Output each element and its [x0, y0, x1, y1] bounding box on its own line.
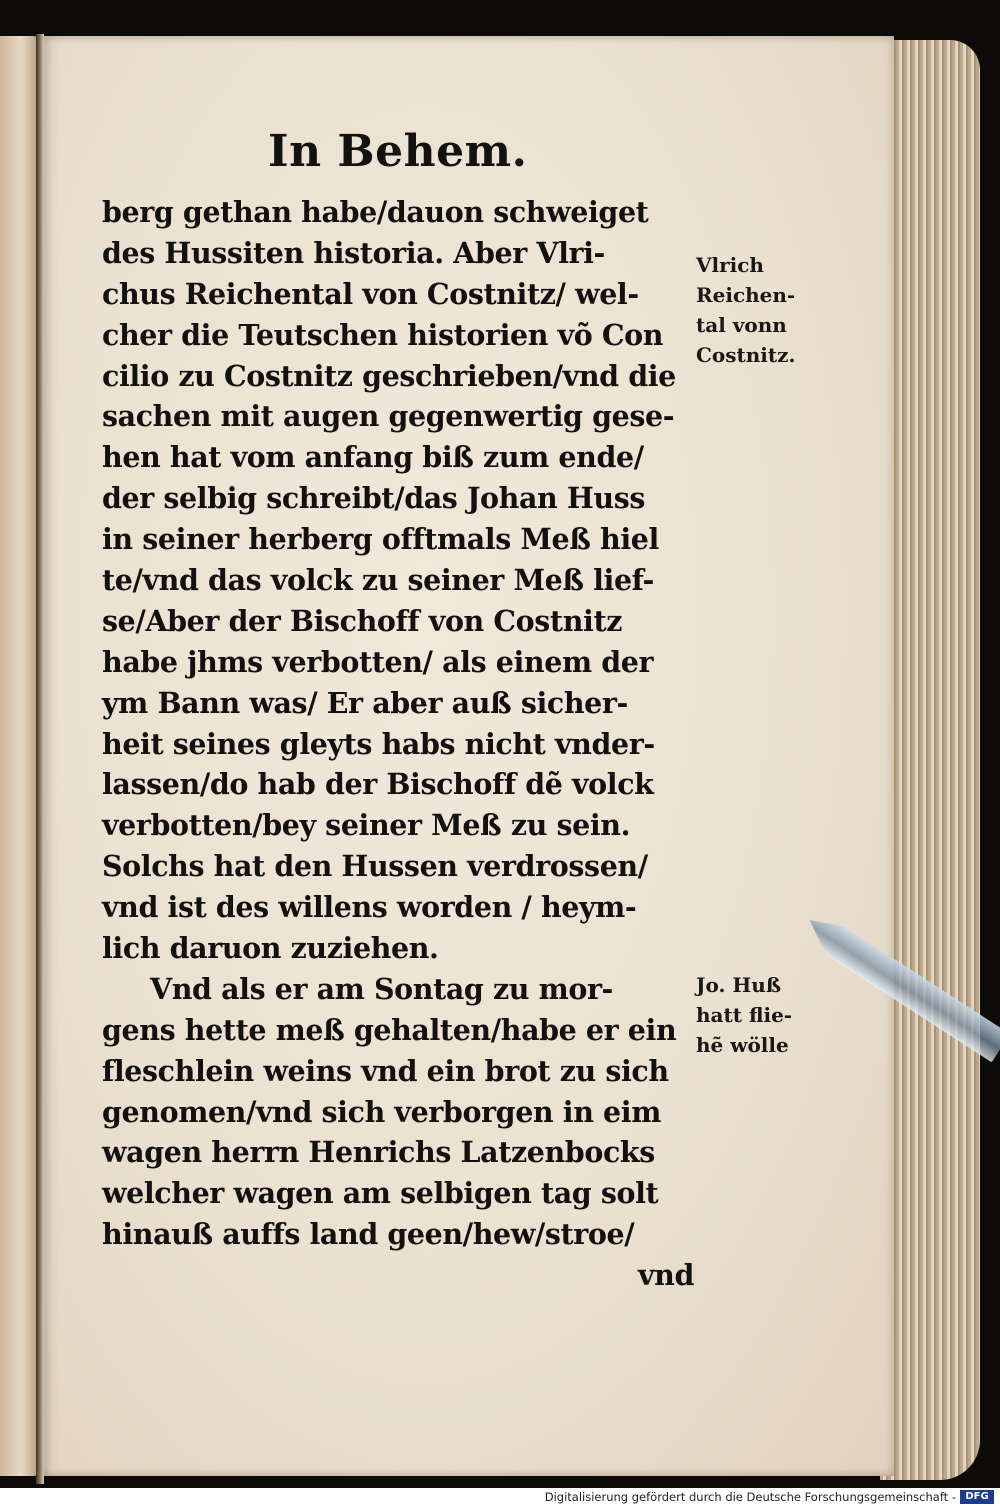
text-line: in seiner herberg offtmals Meß hiel	[102, 522, 659, 557]
text-line: lich daruon zuziehen.	[102, 931, 439, 966]
text-line: cher die Teutschen historien võ Con	[102, 317, 664, 352]
text-line: berg gethan habe/dauon schweiget	[102, 195, 649, 229]
text-line: vnd ist des willens worden / heym-	[102, 890, 637, 925]
facing-page-edge	[0, 36, 38, 1476]
text-line: sachen mit augen gegenwertig gese-	[102, 399, 675, 434]
dfg-logo: DFG	[960, 1490, 994, 1504]
text-line: welcher wagen am selbigen tag solt	[102, 1176, 659, 1211]
marginal-line: Jo. Huß	[696, 973, 782, 997]
text-line: genomen/vnd sich verborgen in eim	[102, 1094, 661, 1129]
catchword: vnd	[637, 1258, 694, 1293]
text-line: lassen/do hab der Bischoff dẽ volck	[102, 767, 654, 802]
body-text-block	[102, 192, 694, 1296]
text-line: habe jhms verbotten/ als einem der	[102, 644, 654, 679]
page-fore-edges	[880, 40, 980, 1480]
book-gutter	[36, 34, 44, 1484]
marginal-note-huss	[696, 970, 792, 1060]
marginal-note-reichental	[696, 250, 795, 370]
text-line: Solchs hat den Hussen verdrossen/	[102, 849, 648, 884]
text-line: Vnd als er am Sontag zu mor-	[150, 971, 613, 1006]
text-line: chus Reichental von Costnitz/ wel-	[102, 276, 639, 311]
text-line: der selbig schreibt/das Johan Huss	[102, 481, 646, 516]
marginal-line: hẽ wölle	[696, 1033, 789, 1057]
text-line: te/vnd das volck zu seiner Meß lief-	[102, 563, 654, 598]
text-line: des Hussiten historia. Aber Vlri-	[102, 235, 605, 270]
text-line: heit seines gleyts habs nicht vnder-	[102, 726, 655, 761]
funding-notice: Digitalisierung gefördert durch die Deutsche Forschungsgemeinschaft -	[544, 1490, 956, 1504]
text-line: ym Bann was/ Er aber auß sicher-	[102, 685, 628, 720]
text-line: verbotten/bey seiner Meß zu sein.	[102, 808, 631, 843]
footer-bar	[0, 1488, 1000, 1507]
marginal-line: Reichen-	[696, 283, 796, 307]
text-line: cilio zu Costnitz geschrieben/vnd die	[102, 358, 676, 393]
marginal-line: tal vonn	[696, 313, 787, 337]
marginal-line: Costnitz.	[696, 343, 796, 367]
marginal-line: Vlrich	[696, 253, 764, 277]
marginal-line: hatt flie-	[696, 1003, 793, 1027]
text-line: fleschlein weins vnd ein brot zu sich	[102, 1053, 669, 1088]
running-head: In Behem.	[268, 126, 528, 177]
text-line: hinauß auffs land geen/hew/stroe/	[102, 1217, 635, 1252]
text-line: wagen herrn Henrichs Latzenbocks	[102, 1135, 655, 1170]
text-line: se/Aber der Bischoff von Costnitz	[102, 603, 622, 638]
text-line: hen hat vom anfang biß zum ende/	[102, 440, 644, 475]
text-line: gens hette meß gehalten/habe er ein	[102, 1012, 677, 1047]
